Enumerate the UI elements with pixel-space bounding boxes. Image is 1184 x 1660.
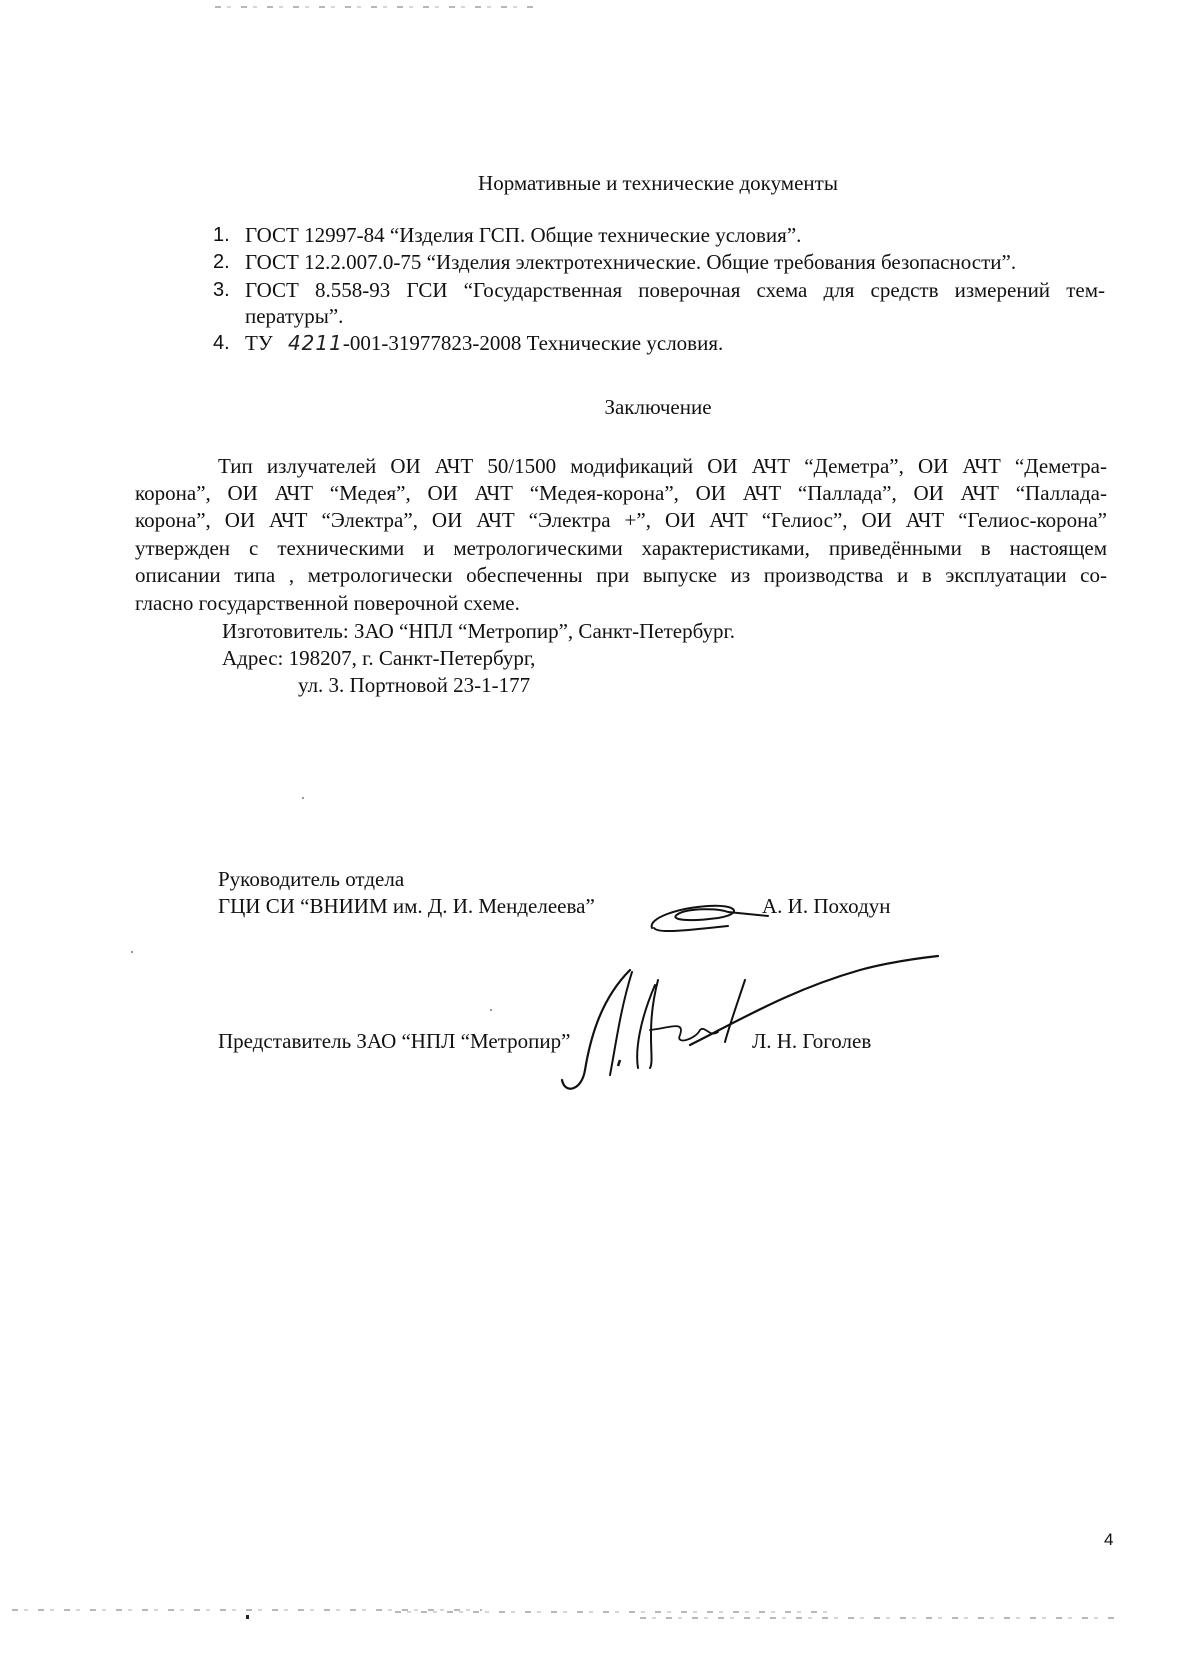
- list-number: 3.: [213, 279, 230, 301]
- list-text: ГОСТ 12997-84 “Изделия ГСП. Общие технические условия”.: [245, 223, 802, 247]
- paragraph-line: утвержден с техническими и метрологическими характеристиками, приведёнными в настоящем: [135, 536, 1107, 560]
- list-text: [245, 330, 723, 357]
- signature-1-icon: [648, 890, 778, 940]
- list-item: [0, 222, 1184, 249]
- list-text: пературы”.: [245, 304, 344, 328]
- handwritten-code: 4211: [287, 331, 343, 355]
- scan-speck: [302, 797, 304, 799]
- signatory-2-title: Представитель ЗАО “НПЛ “Метропир”: [218, 1029, 571, 1053]
- scan-speck: [131, 951, 133, 953]
- address-line-2: ул. 3. Портновой 23-1-177: [298, 673, 531, 697]
- paragraph-line: Тип излучателей ОИ АЧТ 50/1500 модификаций ОИ АЧТ “Деметра”, ОИ АЧТ “Деметра-: [218, 454, 1107, 478]
- signatory-1-title-line1: Руководитель отдела: [218, 867, 405, 891]
- paragraph-line: корона”, ОИ АЧТ “Медея”, ОИ АЧТ “Медея-корона”, ОИ АЧТ “Паллада”, ОИ АЧТ “Паллада-: [135, 481, 1107, 505]
- list-item: [0, 249, 1184, 276]
- manufacturer-line: Изготовитель: ЗАО “НПЛ “Метропир”, Санкт-Петербург.: [222, 619, 735, 643]
- scan-artifact-bottom: [395, 1611, 835, 1613]
- scan-artifact-bottom: [640, 1617, 1120, 1619]
- signatory-1-title-line2: ГЦИ СИ “ВНИИМ им. Д. И. Менделеева”: [218, 894, 595, 918]
- scan-speck: [490, 1009, 492, 1011]
- tu-suffix: -001-31977823-2008 Технические условия.: [342, 331, 724, 355]
- scan-speck: [246, 1615, 249, 1619]
- list-number: 2.: [213, 251, 230, 273]
- address-line-1: Адрес: 198207, г. Санкт-Петербург,: [222, 646, 536, 670]
- list-text: ГОСТ 12.2.007.0-75 “Изделия электротехнические. Общие требования безопасности”.: [245, 250, 1017, 274]
- paragraph-line: гласно государственной поверочной схеме.: [135, 591, 520, 615]
- scan-artifact-top: [215, 6, 535, 8]
- section-heading-normative: Нормативные и технические документы: [478, 171, 838, 195]
- list-item-continuation: [0, 303, 1184, 330]
- signatory-2-name: Л. Н. Гоголев: [752, 1029, 872, 1053]
- list-item: [0, 330, 1184, 357]
- list-item: [0, 277, 1184, 304]
- signature-2-icon: [560, 950, 940, 1100]
- list-number: 4.: [213, 332, 230, 354]
- page-number: 4: [1104, 1530, 1114, 1549]
- paragraph-line: описании типа , метрологически обеспеченны при выпуске из производства и в эксплуатации со-: [135, 563, 1107, 587]
- list-number: 1.: [213, 224, 230, 246]
- signatory-1-name: А. И. Походун: [762, 894, 891, 918]
- paragraph-line: корона”, ОИ АЧТ “Электра”, ОИ АЧТ “Электра +”, ОИ АЧТ “Гелиос”, ОИ АЧТ “Гелиос-корона”: [135, 508, 1107, 532]
- tu-prefix: ТУ: [245, 331, 273, 355]
- list-text: ГОСТ 8.558-93 ГСИ “Государственная поверочная схема для средств измерений тем-: [245, 278, 1105, 302]
- section-heading-conclusion: Заключение: [604, 395, 712, 419]
